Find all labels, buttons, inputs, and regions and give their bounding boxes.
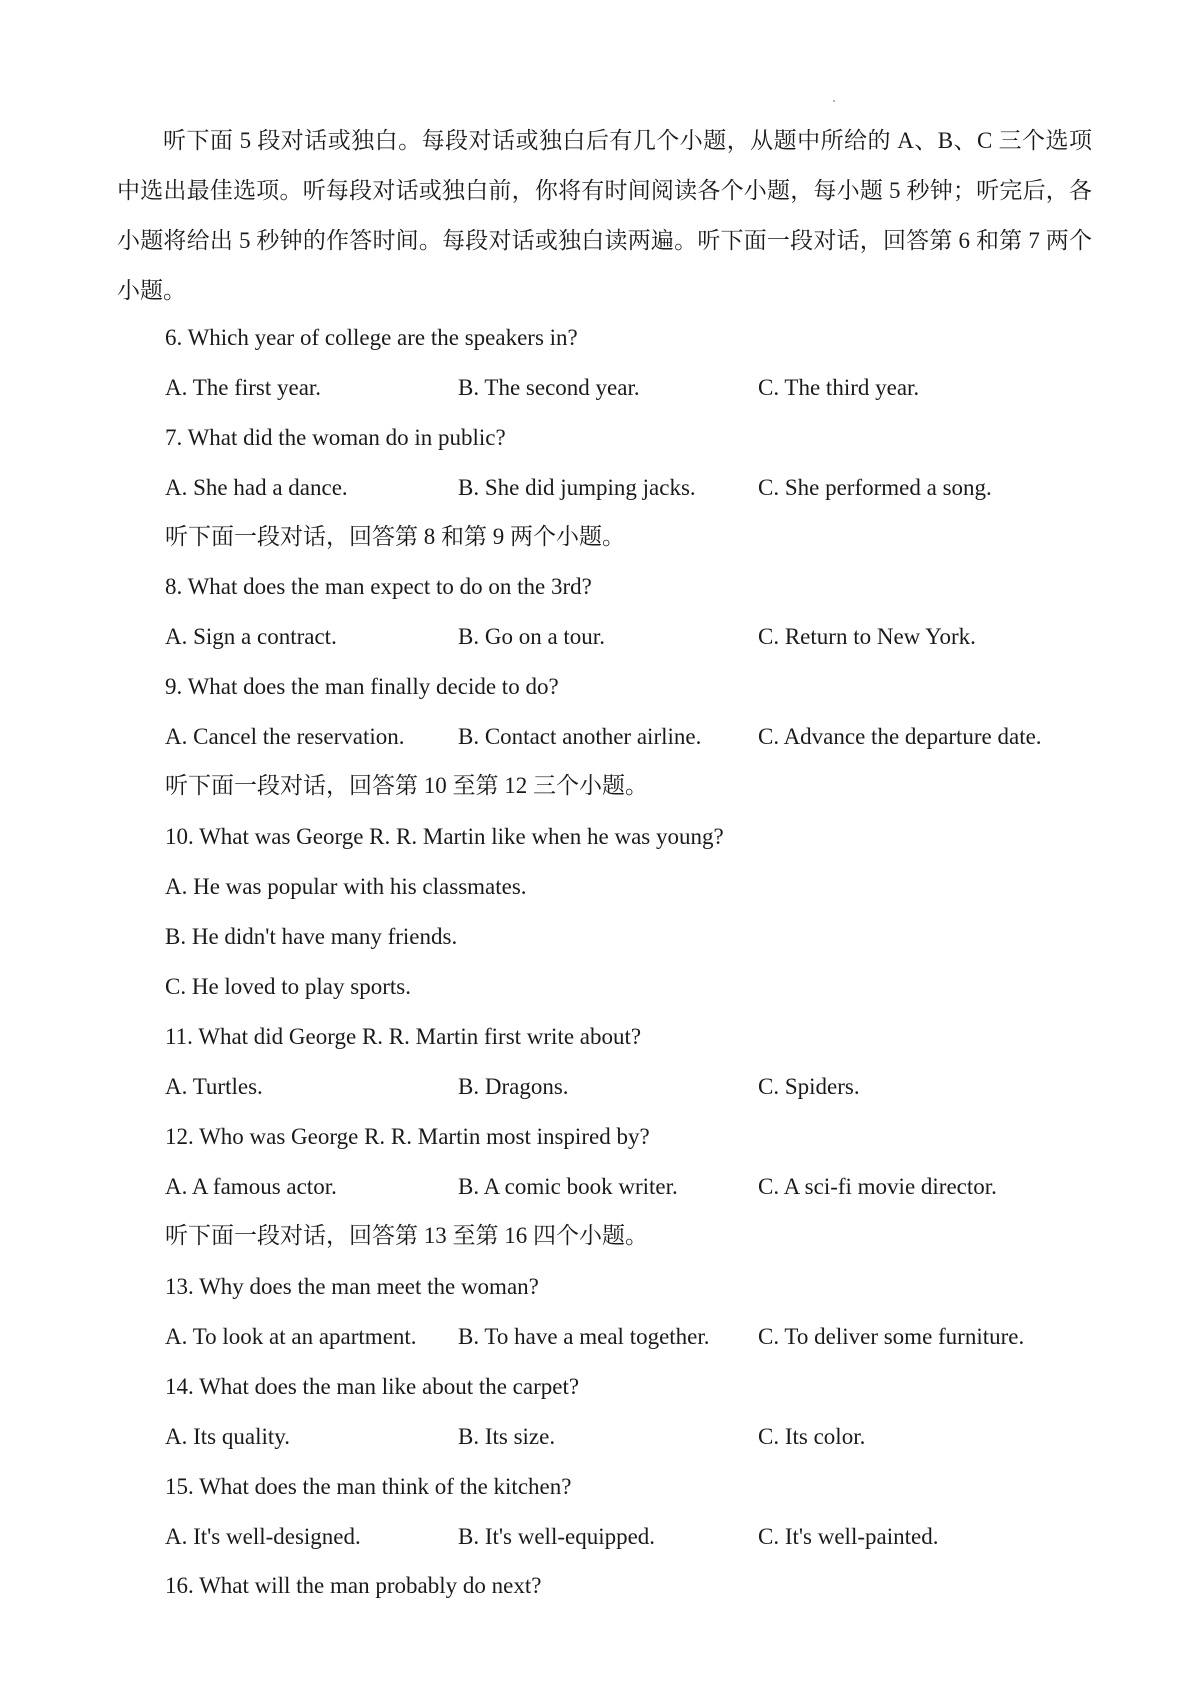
option-a: A. Turtles. (165, 1074, 263, 1099)
scan-speck (833, 100, 835, 102)
option-c: C. She performed a song. (758, 475, 992, 500)
directions-13-16: 听下面一段对话，回答第 13 至第 16 四个小题。 (165, 1223, 648, 1248)
option-a: A. A famous actor. (165, 1174, 337, 1199)
option-b: B. Go on a tour. (458, 624, 605, 649)
option-a: A. To look at an apartment. (165, 1324, 417, 1349)
directions-10-12: 听下面一段对话，回答第 10 至第 12 三个小题。 (165, 773, 648, 798)
option-b: B. The second year. (458, 375, 640, 400)
option-c: C. A sci-fi movie director. (758, 1174, 997, 1199)
option-b: B. It's well-equipped. (458, 1524, 656, 1549)
question-8: 8. What does the man expect to do on the 3rd? (165, 574, 592, 599)
option-a: A. The first year. (165, 375, 322, 400)
question-13: 13. Why does the man meet the woman? (165, 1274, 539, 1299)
option-c: C. It's well-painted. (758, 1524, 939, 1549)
option-b: B. A comic book writer. (458, 1174, 678, 1199)
option-c: C. Advance the departure date. (758, 724, 1042, 749)
question-10-option-b: B. He didn't have many friends. (165, 924, 458, 949)
option-a: A. Its quality. (165, 1424, 290, 1449)
option-c: C. Return to New York. (758, 624, 976, 649)
section-instructions: 听下面 5 段对话或独白。每段对话或独白后有几个小题，从题中所给的 A、B、C 三个选项中选出最佳选项。听每段对话或独白前，你将有时间阅读各个小题，每小题 5 秒钟；听完后，各小题将给出 5 秒钟的作答时间。每段对话或独白读两遍。听下面一段对话，回答第 6 和第 7 两个小题。 (117, 128, 1092, 303)
question-6: 6. Which year of college are the speakers in? (165, 325, 578, 350)
question-16: 16. What will the man probably do next? (165, 1573, 542, 1598)
directions-8-9: 听下面一段对话，回答第 8 和第 9 两个小题。 (165, 524, 625, 549)
option-a: A. Sign a contract. (165, 624, 337, 649)
option-b: B. She did jumping jacks. (458, 475, 696, 500)
question-15: 15. What does the man think of the kitchen? (165, 1474, 572, 1499)
option-c: C. To deliver some furniture. (758, 1324, 1025, 1349)
option-b: B. Contact another airline. (458, 724, 702, 749)
question-10-option-a: A. He was popular with his classmates. (165, 874, 527, 899)
question-11: 11. What did George R. R. Martin first write about? (165, 1024, 642, 1049)
question-14: 14. What does the man like about the carpet? (165, 1374, 580, 1399)
question-7: 7. What did the woman do in public? (165, 425, 506, 450)
question-10: 10. What was George R. R. Martin like when he was young? (165, 824, 724, 849)
option-a: A. Cancel the reservation. (165, 724, 405, 749)
option-c: C. Spiders. (758, 1074, 860, 1099)
option-c: C. Its color. (758, 1424, 866, 1449)
option-a: A. She had a dance. (165, 475, 348, 500)
option-b: B. To have a meal together. (458, 1324, 710, 1349)
option-c: C. The third year. (758, 375, 920, 400)
option-a: A. It's well-designed. (165, 1524, 361, 1549)
question-10-option-c: C. He loved to play sports. (165, 974, 411, 999)
question-12: 12. Who was George R. R. Martin most inspired by? (165, 1124, 650, 1149)
option-b: B. Dragons. (458, 1074, 569, 1099)
option-b: B. Its size. (458, 1424, 556, 1449)
question-9: 9. What does the man finally decide to do? (165, 674, 559, 699)
